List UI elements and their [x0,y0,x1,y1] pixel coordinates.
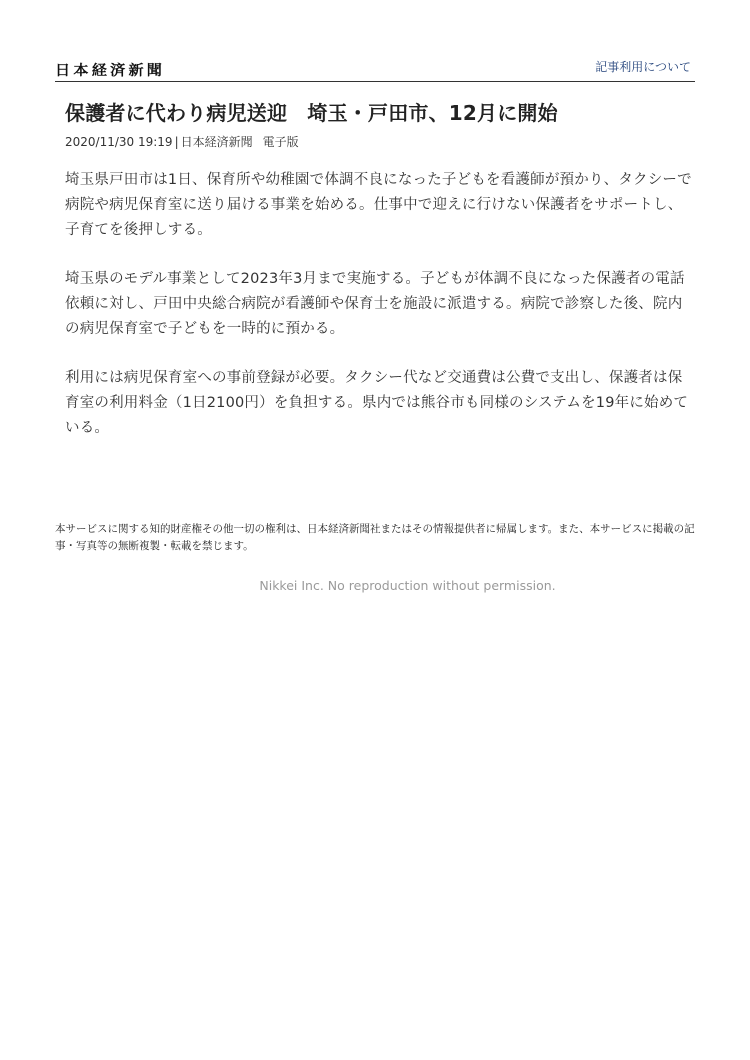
page-header [55,56,695,82]
article-paragraph: 利用には病児保育室への事前登録が必要。タクシー代など交通費は公費で支出し、保護者は保育室の利用料金（1日2100円）を負担する。県内では熊谷市も同様のシステムを19年に始めている。 [65,370,689,436]
article-edition: 電子版 [262,135,299,149]
article-body [65,168,695,465]
terms-of-use-link[interactable]: 記事利用について [595,60,691,74]
nikkei-logo: 日本経済新聞 [55,63,166,79]
copyright-notice: 本サービスに関する知的財産権その他一切の権利は、日本経済新聞社またはその情報提供者に帰属します。また、本サービスに掲載の記事・写真等の無断複製・転載を禁じます。 [55,523,695,552]
article-title: 保護者に代わり病児送迎 埼玉・戸田市、12月に開始 [65,101,558,125]
reproduction-notice: Nikkei Inc. No reproduction without permission. [259,578,556,593]
article-paragraph: 埼玉県のモデル事業として2023年3月まで実施する。子どもが体調不良になった保護者の電話依頼に対し、戸田中央総合病院が看護師や保育士を施設に派遣する。病院で診察した後、院内の病児保育室で子どもを一時的に預かる。 [65,271,685,337]
article-meta [65,133,299,150]
article-datetime: 2020/11/30 19:19 [65,135,173,149]
meta-separator: | [174,135,179,149]
article-paragraph: 埼玉県戸田市は1日、保育所や幼稚園で体調不良になった子どもを看護師が預かり、タクシーで病院や病児保育室に送り届ける事業を始める。仕事中で迎えに行けない保護者をサポートし、子育てを後押しする。 [65,172,692,238]
article-source: 日本経済新聞 [180,135,253,149]
